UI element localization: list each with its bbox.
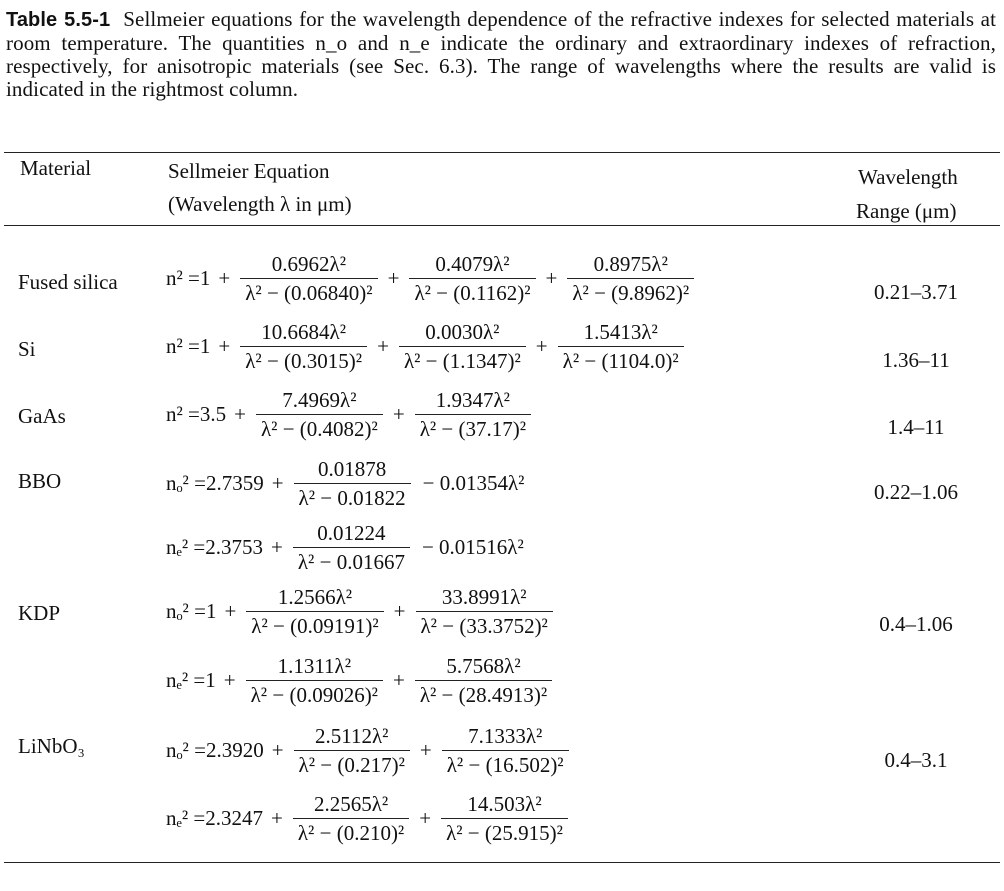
fraction-numerator: 1.2566λ²	[277, 585, 353, 609]
equation-term	[412, 724, 571, 777]
equation-lhs: nₑ² =	[166, 806, 206, 831]
equation-constant: 1	[205, 668, 216, 693]
term-operator: +	[545, 266, 558, 291]
equation-term	[263, 521, 412, 574]
wavelength-range: 1.4–11	[887, 415, 945, 439]
term-operator: +	[392, 402, 405, 427]
wavelength-range: 0.22–1.06	[874, 480, 958, 504]
fraction-numerator: 0.6962λ²	[271, 252, 347, 276]
equation-term	[385, 654, 554, 707]
equation-lhs: nₒ² =	[166, 599, 206, 624]
fraction-denominator: λ² − (25.915)²	[446, 821, 563, 846]
fraction-denominator: λ² − (16.502)²	[446, 753, 564, 778]
material-label: BBO	[18, 469, 62, 493]
wavelength-range: 0.4–3.1	[884, 748, 948, 772]
equation-term	[385, 388, 533, 441]
fraction-denominator: λ² − (0.06840)²	[245, 281, 373, 306]
fraction	[246, 654, 383, 707]
term-operator: +	[535, 334, 548, 359]
equation-tail: − 0.01354λ²	[422, 471, 525, 496]
fraction-numerator: 0.01224	[317, 521, 386, 545]
equation-term	[528, 320, 686, 373]
fraction	[415, 654, 552, 707]
term-operator: +	[271, 806, 283, 831]
sellmeier-equation	[166, 388, 533, 441]
header-equation-line2: (Wavelength λ in μm)	[168, 192, 352, 216]
equation-constant: 1	[205, 599, 217, 624]
fraction	[567, 252, 694, 305]
equation-term	[210, 252, 379, 305]
fraction-numerator: 1.9347λ²	[435, 388, 510, 412]
equation-lhs: n² =	[166, 334, 200, 359]
equation-lhs: nₒ² =	[166, 738, 206, 763]
fraction-denominator: λ² − (33.3752)²	[420, 614, 548, 639]
wavelength-range: 1.36–11	[882, 348, 950, 372]
material-label: Si	[18, 337, 36, 361]
term-operator: +	[392, 668, 405, 693]
fraction-denominator: λ² − (28.4913)²	[419, 683, 548, 708]
header-material: Material	[20, 156, 92, 180]
fraction-denominator: λ² − (0.4082)²	[260, 417, 378, 442]
fraction	[293, 792, 409, 845]
table-top-rule	[4, 152, 1000, 153]
sellmeier-equation	[166, 654, 554, 707]
fraction	[294, 457, 411, 510]
equation-constant: 3.5	[199, 402, 227, 427]
fraction	[256, 388, 383, 441]
fraction-numerator: 10.6684λ²	[261, 320, 347, 344]
material-label: LiNbO₃	[18, 734, 85, 758]
equation-term	[411, 792, 570, 845]
header-range-line1: Wavelength	[858, 165, 958, 189]
fraction	[293, 521, 410, 574]
fraction-numerator: 1.5413λ²	[583, 320, 658, 344]
fraction-numerator: 0.4079λ²	[435, 252, 510, 276]
fraction-denominator: λ² − (0.210)²	[297, 821, 405, 846]
material-label: Fused silica	[18, 270, 118, 294]
fraction-denominator: λ² − (0.09026)²	[250, 683, 378, 708]
equation-constant: 2.3920	[205, 738, 264, 763]
header-range-line2: Range (μm)	[856, 199, 957, 223]
fraction-numerator: 0.0030λ²	[425, 320, 500, 344]
material-label: GaAs	[18, 404, 66, 428]
fraction-denominator: λ² − (37.17)²	[419, 417, 527, 442]
fraction	[246, 585, 383, 638]
fraction	[409, 252, 535, 305]
fraction-numerator: 7.4969λ²	[282, 388, 357, 412]
equation-constant: 1	[199, 334, 211, 359]
sellmeier-equation	[166, 457, 531, 510]
equation-lhs: nₑ² =	[166, 535, 206, 560]
material-label: KDP	[18, 601, 61, 625]
fraction-denominator: λ² − (9.8962)²	[572, 281, 690, 306]
fraction	[240, 252, 377, 305]
fraction-denominator: λ² − (0.1162)²	[414, 281, 531, 306]
fraction-denominator: λ² − (0.09191)²	[251, 614, 379, 639]
term-operator: +	[377, 334, 389, 359]
term-operator: +	[271, 471, 284, 496]
term-operator: +	[218, 334, 231, 359]
fraction-denominator: λ² − 0.01822	[298, 486, 406, 511]
term-operator: +	[234, 402, 246, 427]
equation-constant: 1	[199, 266, 211, 291]
sellmeier-equation	[166, 521, 531, 574]
fraction-numerator: 2.2565λ²	[313, 792, 389, 816]
term-operator: +	[271, 738, 284, 763]
fraction-numerator: 0.01878	[317, 457, 387, 481]
term-operator: +	[223, 668, 236, 693]
equation-term	[380, 252, 538, 305]
equation-lhs: n² =	[166, 402, 200, 427]
term-operator: +	[218, 266, 231, 291]
fraction-numerator: 7.1333λ²	[468, 724, 543, 748]
equation-term	[263, 792, 411, 845]
table-bottom-rule	[4, 862, 1000, 863]
fraction-numerator: 1.1311λ²	[277, 654, 352, 678]
fraction-denominator: λ² − (1104.0)²	[562, 349, 679, 374]
term-operator: +	[387, 266, 400, 291]
term-operator: +	[393, 599, 406, 624]
fraction-numerator: 14.503λ²	[467, 792, 542, 816]
equation-term	[538, 252, 697, 305]
term-operator: +	[271, 535, 283, 560]
fraction	[558, 320, 684, 373]
sellmeier-equation	[166, 252, 696, 305]
header-rule	[4, 225, 1000, 226]
equation-term	[216, 585, 385, 638]
fraction-denominator: λ² − 0.01667	[297, 550, 405, 575]
equation-constant: 2.7359	[205, 471, 264, 496]
equation-lhs: n² =	[166, 266, 200, 291]
equation-term	[264, 724, 412, 777]
equation-tail: − 0.01516λ²	[421, 535, 524, 560]
fraction	[399, 320, 526, 373]
fraction-numerator: 5.7568λ²	[446, 654, 521, 678]
fraction	[441, 792, 568, 845]
table-caption	[6, 8, 996, 101]
table-label: Table 5.5-1	[6, 9, 111, 31]
equation-term	[264, 457, 413, 510]
header-equation-line1: Sellmeier Equation	[168, 159, 330, 183]
fraction	[240, 320, 367, 373]
fraction	[442, 724, 569, 777]
wavelength-range: 0.4–1.06	[879, 612, 953, 636]
fraction-denominator: λ² − (1.1347)²	[403, 349, 521, 374]
wavelength-range: 0.21–3.71	[874, 280, 958, 304]
fraction-numerator: 0.8975λ²	[593, 252, 668, 276]
equation-constant: 2.3753	[205, 535, 264, 560]
equation-term	[369, 320, 528, 373]
term-operator: +	[419, 806, 432, 831]
equation-term	[226, 388, 385, 441]
equation-lhs: nₑ² =	[166, 668, 206, 693]
equation-term	[216, 654, 385, 707]
sellmeier-equation	[166, 585, 555, 638]
fraction-numerator: 2.5112λ²	[315, 724, 389, 748]
caption-text: Sellmeier equations for the wavelength dependence of the refractive indexes for selected materials at room temperature. The quantities n_o and n_e indicate the ordinary and extraordinary indexes of refraction, respectively, for anisotropic materials (see Sec. 6.3). The range of wavelengths where the results are valid is indicated in the rightmost column.	[6, 7, 996, 101]
term-operator: +	[224, 599, 237, 624]
equation-constant: 2.3247	[205, 806, 264, 831]
fraction	[415, 388, 531, 441]
fraction	[416, 585, 553, 638]
sellmeier-equation	[166, 724, 571, 777]
fraction-denominator: λ² − (0.217)²	[298, 753, 405, 778]
term-operator: +	[419, 738, 432, 763]
fraction	[294, 724, 410, 777]
equation-term	[210, 320, 369, 373]
sellmeier-equation	[166, 320, 686, 373]
equation-lhs: nₒ² =	[166, 471, 206, 496]
equation-term	[386, 585, 555, 638]
fraction-numerator: 33.8991λ²	[441, 585, 527, 609]
sellmeier-equation	[166, 792, 570, 845]
fraction-denominator: λ² − (0.3015)²	[245, 349, 363, 374]
